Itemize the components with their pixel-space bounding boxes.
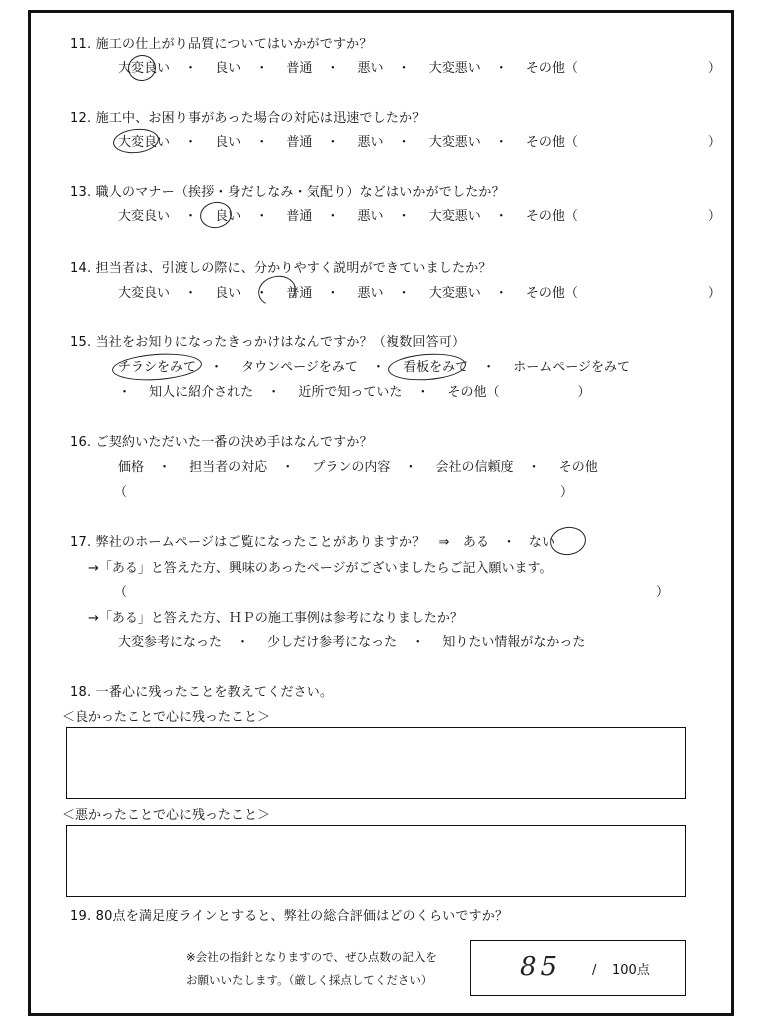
q12-option[interactable]: 普通	[286, 135, 313, 150]
q11-options: 大変良い ・ 良い ・ 普通 ・ 悪い ・ 大変悪い ・ その他（ ）	[118, 61, 721, 76]
score-max: 100点	[612, 963, 650, 978]
q14-option[interactable]: 悪い	[357, 286, 384, 301]
q13-option[interactable]: 大変良い	[118, 209, 171, 224]
q16-option[interactable]: その他	[558, 460, 598, 475]
q17-sub2-option[interactable]: 少しだけ参考になった	[267, 635, 398, 650]
q16-paren-open: （	[114, 485, 128, 500]
q14-question: 14. 担当者は、引渡しの際に、分かりやすく説明ができていましたか？	[70, 261, 492, 276]
q13-option[interactable]: その他（ ）	[525, 209, 721, 224]
q13-option[interactable]: 良い	[215, 209, 242, 224]
q13-option[interactable]: 悪い	[357, 209, 384, 224]
q12-option[interactable]: その他（ ）	[525, 135, 721, 150]
q16-option[interactable]: 価格	[118, 460, 145, 475]
q12-option[interactable]: 良い	[215, 135, 242, 150]
q13-question: 13. 職人のマナー（挨拶・身だしなみ・気配り）などはいかがでしたか？	[70, 185, 505, 200]
q19-note-line2: お願いいたします。（厳しく採点してください）	[186, 973, 433, 987]
good-memory-textarea[interactable]	[66, 727, 686, 799]
q14-option[interactable]: 普通	[286, 286, 313, 301]
q15-option[interactable]: 近所で知っていた	[298, 385, 403, 400]
q13-option[interactable]: 普通	[286, 209, 313, 224]
q11-option[interactable]: 良い	[215, 61, 242, 76]
q14-option[interactable]: 大変良い	[118, 286, 171, 301]
q11-option[interactable]: 普通	[286, 61, 313, 76]
q16-option[interactable]: 会社の信頼度	[435, 460, 514, 475]
q11-option[interactable]: 悪い	[357, 61, 384, 76]
q13-options: 大変良い ・ 良い ・ 普通 ・ 悪い ・ 大変悪い ・ その他（ ）	[118, 209, 721, 224]
q18-good-label: ＜良かったことで心に残ったこと＞	[62, 710, 271, 725]
score-input-box[interactable]	[470, 940, 686, 996]
q12-option[interactable]: 悪い	[357, 135, 384, 150]
q15-option[interactable]: チラシをみて	[118, 360, 197, 375]
q14-option[interactable]: 良い	[215, 286, 242, 301]
q16-options: 価格 ・ 担当者の対応 ・ プランの内容 ・ 会社の信頼度 ・ その他	[118, 460, 598, 475]
q15-option[interactable]: ホームページをみて	[513, 360, 630, 375]
q17-sub2-options: 大変参考になった ・ 少しだけ参考になった ・ 知りたい情報がなかった	[118, 635, 586, 650]
q15-question: 15. 当社をお知りになったきっかけはなんですか？（複数回答可）	[70, 335, 466, 350]
q16-option[interactable]: プランの内容	[312, 460, 391, 475]
q19-note-line1: ※会社の指針となりますので、ぜひ点数の記入を	[186, 950, 437, 964]
score-slash: /	[592, 963, 597, 978]
q17-sub1: →「ある」と答えた方、興味のあったページがございましたらご記入願います。	[88, 561, 553, 576]
q14-options: 大変良い ・ 良い ・ 普通 ・ 悪い ・ 大変悪い ・ その他（ ）	[118, 286, 721, 301]
q17-paren-open: （	[114, 585, 128, 600]
q16-question: 16. ご契約いただいた一番の決め手はなんですか？	[70, 435, 373, 450]
q17-sub2: →「ある」と答えた方、ＨＰの施工事例は参考になりましたか？	[88, 611, 463, 626]
handwritten-score: 85	[520, 952, 562, 982]
q17-paren-close: ）	[656, 585, 670, 600]
q15-line1: チラシをみて ・ タウンページをみて ・ 看板をみて ・ ホームページをみて	[118, 360, 630, 375]
q15-option[interactable]: タウンページをみて	[241, 360, 358, 375]
q17-sub2-option[interactable]: 大変参考になった	[118, 635, 223, 650]
q12-option[interactable]: 大変悪い	[428, 135, 481, 150]
q15-option[interactable]: 知人に紹介された	[149, 385, 254, 400]
q11-option[interactable]: 大変悪い	[428, 61, 481, 76]
q16-paren-close: ）	[560, 485, 574, 500]
q14-option[interactable]: その他（ ）	[525, 286, 721, 301]
bad-memory-textarea[interactable]	[66, 825, 686, 897]
q11-option[interactable]: その他（ ）	[525, 61, 721, 76]
q15-line2: ・ 知人に紹介された ・ 近所で知っていた ・ その他（ ）	[118, 385, 591, 400]
q13-option[interactable]: 大変悪い	[428, 209, 481, 224]
q17-sub2-option[interactable]: 知りたい情報がなかった	[442, 635, 586, 650]
q15-option[interactable]: 看板をみて	[403, 360, 469, 375]
q11-option[interactable]: 大変良い	[118, 61, 171, 76]
q14-option[interactable]: 大変悪い	[428, 286, 481, 301]
q16-option[interactable]: 担当者の対応	[189, 460, 268, 475]
q18-question: 18. 一番心に残ったことを教えてください。	[70, 685, 334, 700]
q12-option[interactable]: 大変良い	[118, 135, 171, 150]
q11-question: 11. 施工の仕上がり品質についてはいかがですか？	[70, 37, 373, 52]
q19-question: 19. 80点を満足度ラインとすると、弊社の総合評価はどのくらいですか？	[70, 909, 509, 924]
q12-question: 12. 施工中、お困り事があった場合の対応は迅速でしたか？	[70, 111, 426, 126]
q17-question: 17. 弊社のホームページはご覧になったことがありますか？ ⇒ ある ・ ない	[70, 535, 556, 550]
q15-option[interactable]: その他（ ）	[447, 385, 591, 400]
q18-bad-label: ＜悪かったことで心に残ったこと＞	[62, 808, 271, 823]
q12-options: 大変良い ・ 良い ・ 普通 ・ 悪い ・ 大変悪い ・ その他（ ）	[118, 135, 721, 150]
